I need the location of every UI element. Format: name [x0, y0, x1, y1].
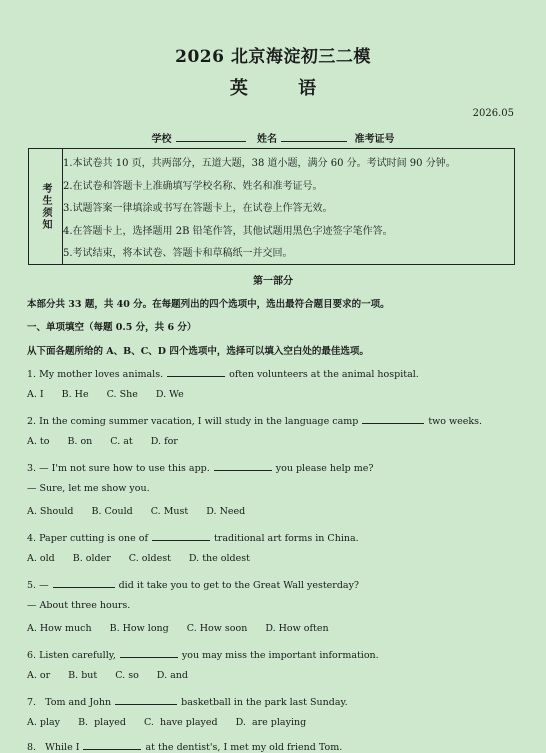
question-text: at the dentist's, I met my old friend Tom.: [145, 742, 343, 753]
option-d: D. are playing: [235, 717, 307, 728]
question-5-options: [27, 623, 347, 634]
notice-item: 4.在答题卡上，选择题用 2B 铅笔作答，其他试题用黑色字迹签字笔作答。: [63, 225, 393, 237]
answer-blank: [362, 413, 424, 424]
option-d: D. How often: [265, 623, 329, 634]
option-d: D. Need: [206, 506, 246, 517]
answer-blank: [83, 739, 141, 750]
option-d: D. the oldest: [188, 553, 250, 564]
question-text: 3. — I'm not sure how to use this app.: [27, 463, 210, 474]
question-3-reply: — Sure, let me show you.: [27, 483, 150, 494]
option-a: A. play: [27, 717, 61, 728]
option-c: C. at: [110, 436, 133, 447]
page-title: 2026 北京海淀初三二模: [175, 47, 371, 67]
option-a: A. I: [27, 389, 44, 400]
question-7-options: [27, 717, 324, 728]
section-instruction: 从下面各题所给的 A、B、C、D 四个选项中，选择可以填入空白处的最佳选项。: [27, 346, 369, 357]
notice-label: 考生须知: [40, 182, 51, 231]
option-b: B. He: [61, 389, 89, 400]
question-2: [27, 413, 482, 427]
question-text: traditional art forms in China.: [213, 533, 359, 544]
notice-item: 1.本试卷共 10 页，共两部分，五道大题，38 道小题，满分 60 分。考试时间 90 分钟。: [63, 158, 456, 169]
option-b: B. played: [78, 717, 126, 728]
notice-items: [63, 153, 510, 266]
notice-item: 3.试题答案一律填涂或书写在答题卡上，在试卷上作答无效。: [63, 203, 333, 215]
question-text: two weeks.: [428, 416, 483, 427]
question-5-reply: — About three hours.: [27, 600, 131, 611]
part-heading: 第一部分: [253, 276, 293, 287]
school-label: 学校: [151, 134, 172, 145]
school-blank: [176, 131, 246, 142]
question-text: you please help me?: [275, 463, 374, 474]
answer-blank: [53, 577, 115, 588]
notice-label-cell: [29, 149, 63, 264]
question-1-options: [27, 389, 202, 400]
answer-blank: [120, 647, 178, 658]
option-c: C. have played: [143, 717, 218, 728]
part-intro: 本部分共 33 题，共 40 分。在每题列出的四个选项中，选出最符合题目要求的一项。: [27, 299, 390, 310]
question-text: often volunteers at the animal hospital.: [229, 369, 419, 380]
option-d: D. for: [150, 436, 178, 447]
name-blank: [281, 131, 347, 142]
question-1: [27, 366, 419, 380]
question-text: 7. Tom and John: [27, 697, 112, 708]
question-text: 8. While I: [27, 742, 80, 753]
question-4: [27, 530, 359, 544]
answer-blank: [167, 366, 225, 377]
notice-box: [28, 148, 515, 265]
question-6-options: [27, 670, 206, 681]
question-text: 5. —: [27, 580, 49, 591]
option-c: C. Must: [150, 506, 189, 517]
option-c: C. She: [106, 389, 138, 400]
question-5: [27, 577, 359, 591]
name-label: 姓名: [257, 134, 277, 145]
option-a: A. or: [27, 670, 51, 681]
option-a: A. Should: [27, 506, 74, 517]
option-d: D. We: [155, 389, 184, 400]
question-text: basketball in the park last Sunday.: [181, 697, 348, 708]
option-b: B. but: [68, 670, 98, 681]
option-b: B. Could: [91, 506, 133, 517]
exam-date: 2026.05: [472, 108, 514, 119]
notice-item: 2.在试卷和答题卡上准确填写学校名称、姓名和准考证号。: [63, 180, 323, 192]
option-a: A. to: [27, 436, 50, 447]
question-text: 6. Listen carefully,: [27, 650, 116, 661]
option-c: C. so: [115, 670, 139, 681]
option-b: B. older: [72, 553, 111, 564]
option-b: B. on: [67, 436, 93, 447]
subject-title: 英 语: [229, 78, 339, 99]
option-d: D. and: [156, 670, 188, 681]
question-6: [27, 647, 379, 661]
answer-blank: [214, 460, 272, 471]
option-c: C. How soon: [186, 623, 248, 634]
question-text: did it take you to get to the Great Wall yesterday?: [118, 580, 360, 591]
option-b: B. How long: [109, 623, 169, 634]
answer-blank: [152, 530, 210, 541]
option-a: A. How much: [27, 623, 92, 634]
section-heading: 一、单项填空（每题 0.5 分，共 6 分）: [27, 322, 197, 333]
question-text: you may miss the important information.: [181, 650, 379, 661]
question-text: 1. My mother loves animals.: [27, 369, 164, 380]
option-a: A. old: [27, 553, 55, 564]
question-2-options: [27, 436, 196, 447]
question-text: 4. Paper cutting is one of: [27, 533, 148, 544]
student-info-line: [0, 130, 546, 145]
answer-blank: [115, 694, 177, 705]
exam-number-label: 准考证号: [354, 134, 395, 145]
option-c: C. oldest: [128, 553, 171, 564]
question-3-options: [27, 506, 263, 517]
question-text: 2. In the coming summer vacation, I will study in the language camp: [27, 416, 359, 427]
question-4-options: [27, 553, 268, 564]
question-3: [27, 460, 374, 474]
question-7: [27, 694, 348, 708]
notice-item: 5.考试结束，将本试卷、答题卡和草稿纸一并交回。: [63, 248, 293, 260]
